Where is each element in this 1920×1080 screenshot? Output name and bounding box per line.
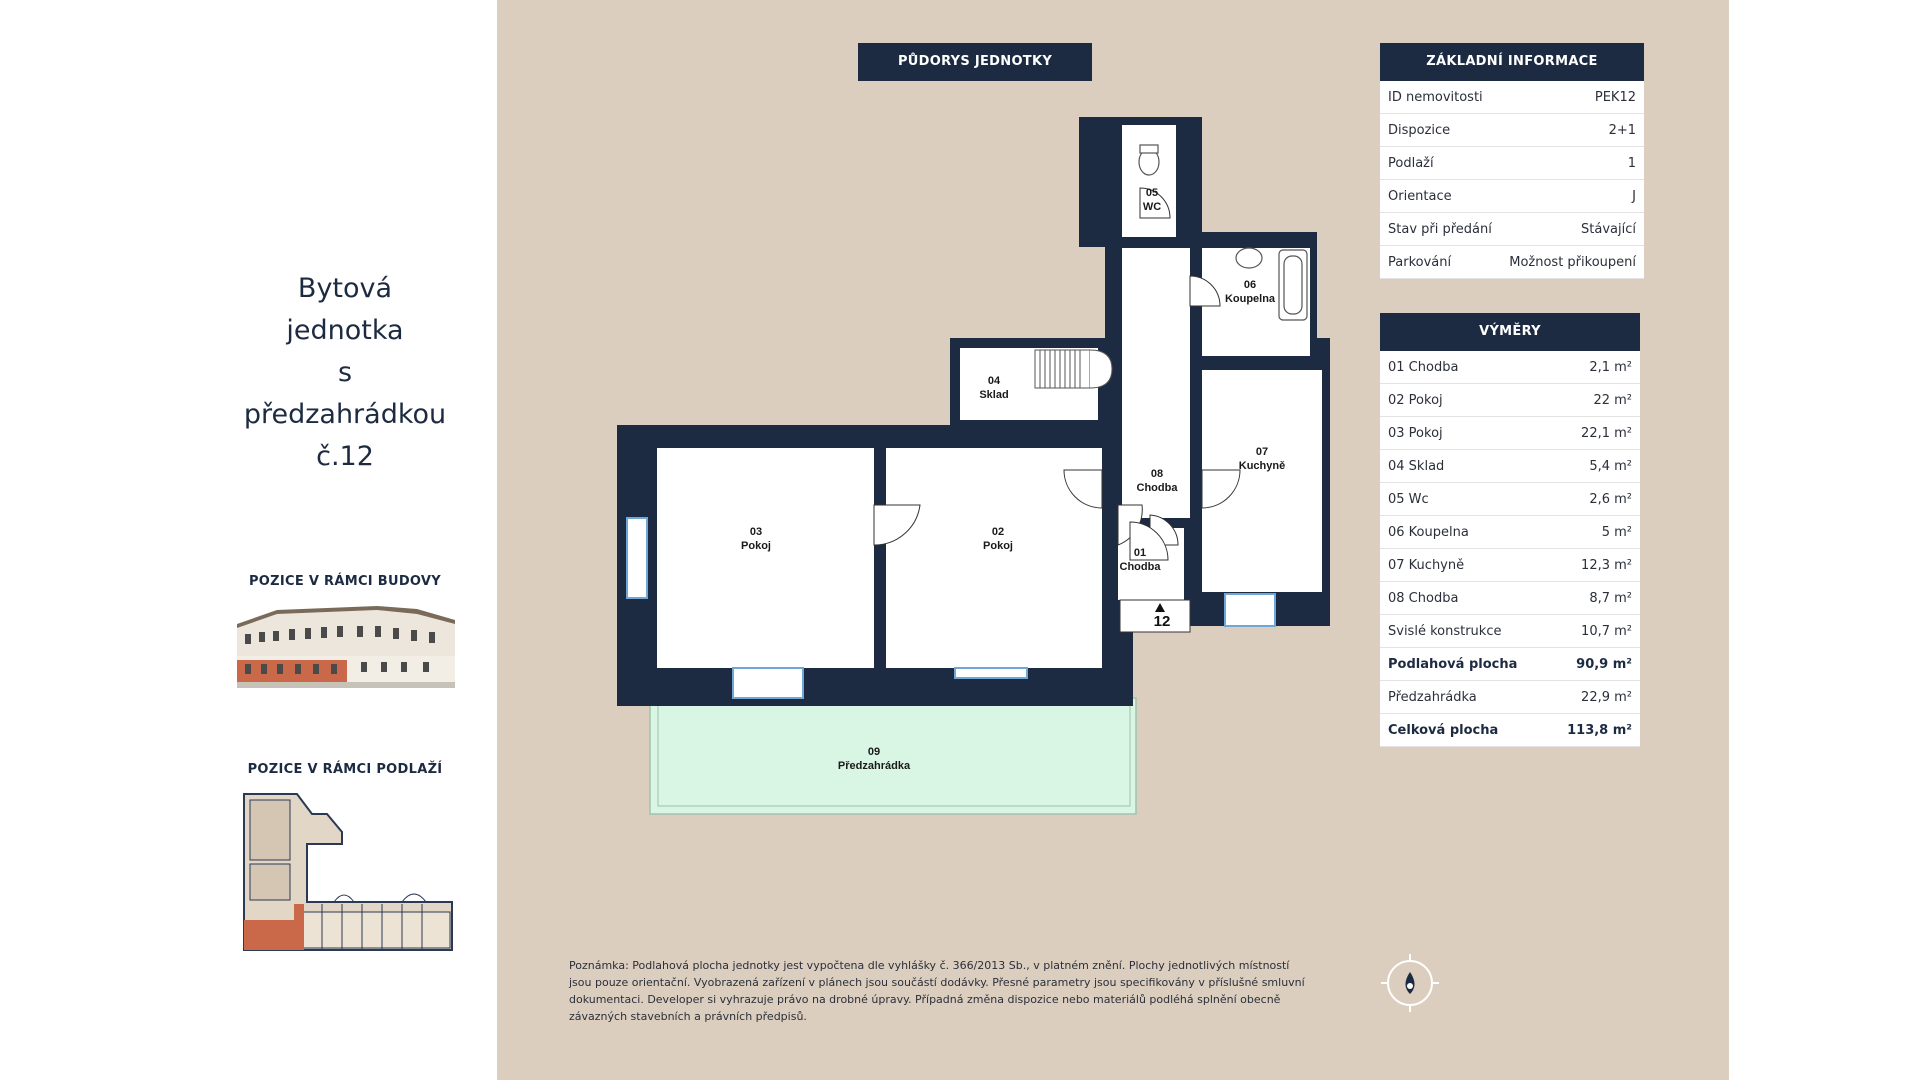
area-row: 07 Kuchyně 12,3 m² <box>1380 549 1640 582</box>
room-04-name: Sklad <box>979 389 1009 401</box>
basic-info-row: Parkování Možnost přikoupení <box>1380 246 1644 279</box>
area-row: 05 Wc 2,6 m² <box>1380 483 1640 516</box>
room-05-number: 05 <box>1145 187 1159 199</box>
room-07-number: 07 <box>1255 446 1269 458</box>
room-01-name: Chodba <box>1119 561 1161 573</box>
area-row: 01 Chodba 2,1 m² <box>1380 351 1640 384</box>
area-row: 03 Pokoj 22,1 m² <box>1380 417 1640 450</box>
floor-position-label: POZICE V RÁMCI PODLAŽÍ <box>247 762 443 777</box>
building-position-label: POZICE V RÁMCI BUDOVY <box>248 574 442 589</box>
unit-title: Bytová jednotka s předzahrádkou č.12 <box>243 273 447 472</box>
room-01-number: 01 <box>1133 547 1147 559</box>
compass-icon <box>1377 950 1443 1016</box>
building-thumbnail <box>237 604 455 690</box>
areas-header: VÝMĚRY <box>1380 313 1640 351</box>
room-07-name: Kuchyně <box>1238 460 1286 472</box>
area-row: 02 Pokoj 22 m² <box>1380 384 1640 417</box>
plan-note: Poznámka: Podlahová plocha jednotky jest vypočtena dle vyhlášky č. 366/2013 Sb., v platném znění. Plochy jednotlivých místností jsou pouze orientační. Vyobrazená zařízení v plánech jsou součástí dodávky. Přesné parametry jsou specifikovány v příslušné smluvní dokumentaci. Developer si vyhrazuje právo na drobné úpravy. Případná změna dispozice nebo materiálů podléhá splnění obecně závazných stavebních a právních předpisů. <box>569 959 1305 1023</box>
basic-info-table <box>1380 81 1644 279</box>
basic-info-row: Dispozice 2+1 <box>1380 114 1644 147</box>
room-06-name: Koupelna <box>1224 293 1276 305</box>
floor-plan-area <box>497 0 1729 1080</box>
right-margin <box>1729 0 1920 1080</box>
room-03-name: Pokoj <box>741 540 771 552</box>
room-08-number: 08 <box>1150 468 1164 480</box>
area-row: 06 Koupelna 5 m² <box>1380 516 1640 549</box>
basic-info-header: ZÁKLADNÍ INFORMACE <box>1380 43 1644 81</box>
room-05-name: WC <box>1142 201 1162 213</box>
left-panel <box>0 0 497 1080</box>
room-02-number: 02 <box>991 526 1005 538</box>
floor-area-total-row: Podlahová plocha 90,9 m² <box>1380 648 1640 681</box>
entrance-number: 12 <box>1153 613 1171 630</box>
room-04-number: 04 <box>987 375 1001 387</box>
area-row: Svislé konstrukce 10,7 m² <box>1380 615 1640 648</box>
floor-thumbnail <box>242 792 454 960</box>
room-09-number: 09 <box>867 746 881 758</box>
room-02-name: Pokoj <box>983 540 1013 552</box>
room-06-number: 06 <box>1243 279 1257 291</box>
area-row: Předzahrádka 22,9 m² <box>1380 681 1640 714</box>
total-area-row: Celková plocha 113,8 m² <box>1380 714 1640 747</box>
room-09-name: Předzahrádka <box>837 760 911 772</box>
area-row: 04 Sklad 5,4 m² <box>1380 450 1640 483</box>
basic-info-row: ID nemovitosti PEK12 <box>1380 81 1644 114</box>
areas-table <box>1380 351 1640 747</box>
area-row: 08 Chodba 8,7 m² <box>1380 582 1640 615</box>
room-08-name: Chodba <box>1136 482 1178 494</box>
basic-info-row: Podlaží 1 <box>1380 147 1644 180</box>
room-03-number: 03 <box>749 526 763 538</box>
plan-header: PŮDORYS JEDNOTKY <box>858 43 1092 81</box>
basic-info-row: Stav při předání Stávající <box>1380 213 1644 246</box>
basic-info-row: Orientace J <box>1380 180 1644 213</box>
